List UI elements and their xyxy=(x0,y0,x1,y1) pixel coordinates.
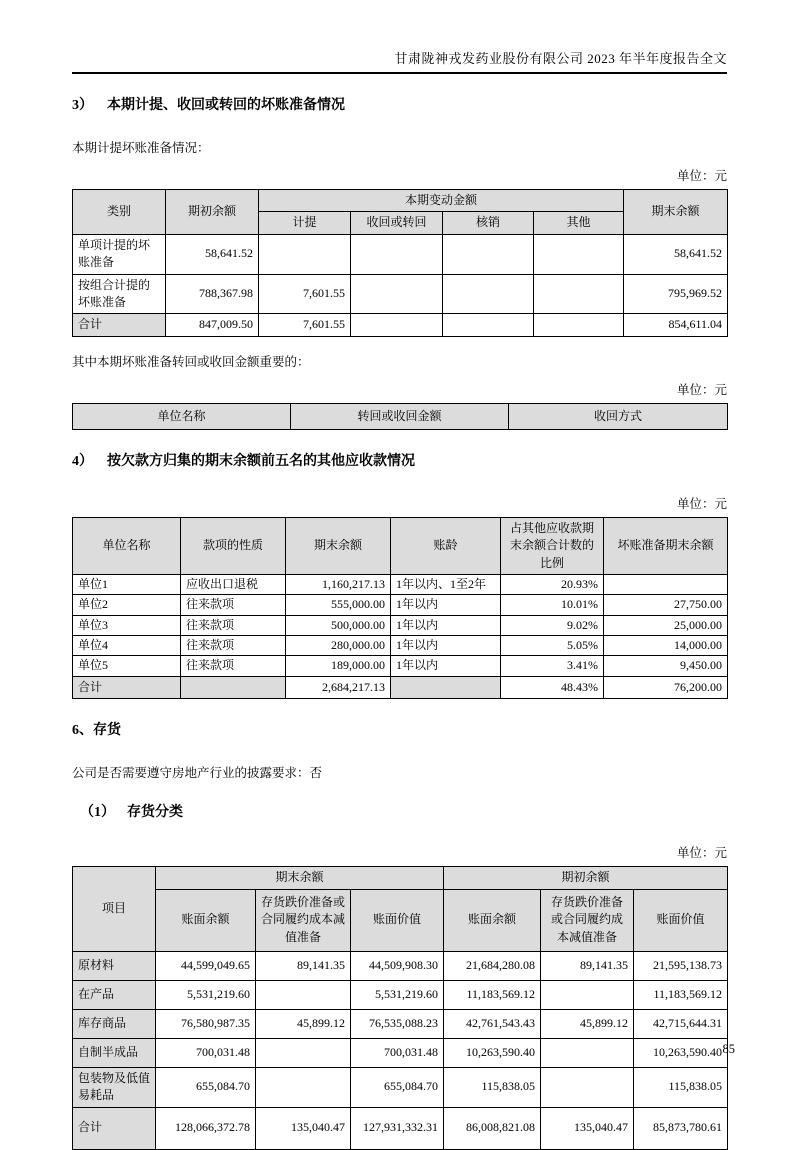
cell-empty xyxy=(181,676,286,698)
section-4-number: 4） xyxy=(72,453,93,469)
cell-value xyxy=(443,234,534,274)
cell-value: 42,715,644.31 xyxy=(634,1009,728,1038)
column-header-closing: 期末余额 xyxy=(624,190,728,235)
unit-label: 单位：元 xyxy=(676,846,727,861)
cell-aging: 1年以内 xyxy=(391,656,501,676)
cell-value xyxy=(534,234,624,274)
cell-value: 128,066,372.78 xyxy=(156,1107,256,1149)
cell-item: 自制半成品 xyxy=(73,1038,156,1067)
cell-value: 58,641.52 xyxy=(624,234,728,274)
bad-debt-provision-table xyxy=(72,189,728,337)
cell-unit: 单位3 xyxy=(73,615,181,635)
column-header-book-value: 账面价值 xyxy=(351,889,444,951)
cell-value: 795,969.52 xyxy=(624,274,728,314)
table-row xyxy=(73,274,728,314)
cell-value: 5.05% xyxy=(501,636,604,656)
column-header-opening: 期初余额 xyxy=(166,190,259,235)
cell-value: 655,084.70 xyxy=(351,1067,444,1107)
column-header-recovery-method: 收回方式 xyxy=(509,403,728,429)
cell-value xyxy=(256,1067,351,1107)
cell-unit: 单位4 xyxy=(73,636,181,656)
table-row xyxy=(73,1038,728,1067)
table-header-row xyxy=(73,403,728,429)
cell-value: 555,000.00 xyxy=(286,595,391,615)
cell-value: 25,000.00 xyxy=(604,615,728,635)
cell-unit: 单位5 xyxy=(73,656,181,676)
cell-value: 89,141.35 xyxy=(256,951,351,980)
column-header-unit-name: 单位名称 xyxy=(73,517,181,574)
column-header-item: 项目 xyxy=(73,867,156,951)
cell-value: 280,000.00 xyxy=(286,636,391,656)
cell-aging: 1年以内 xyxy=(391,615,501,635)
table-row xyxy=(73,1067,728,1107)
cell-value xyxy=(541,1038,634,1067)
cell-value: 76,580,987.35 xyxy=(156,1009,256,1038)
page-number: 85 xyxy=(722,1042,735,1056)
cell-value: 788,367.98 xyxy=(166,274,259,314)
table-header-row xyxy=(73,517,728,574)
table-row xyxy=(73,980,728,1009)
table-row xyxy=(73,595,728,615)
subsection-1-title: 存货分类 xyxy=(127,805,183,821)
cell-value xyxy=(541,1067,634,1107)
cell-value: 44,599,049.65 xyxy=(156,951,256,980)
cell-value: 10,263,590.40 xyxy=(444,1038,541,1067)
cell-nature: 应收出口退税 xyxy=(181,574,286,594)
cell-aging: 1年以内 xyxy=(391,595,501,615)
cell-value: 115,838.05 xyxy=(634,1067,728,1107)
table-row xyxy=(73,615,728,635)
column-header-aging: 账龄 xyxy=(391,517,501,574)
column-header-recovered: 收回或转回 xyxy=(351,212,443,234)
column-header-proportion: 占其他应收款期末余额合计数的比例 xyxy=(501,517,604,574)
cell-value: 21,684,280.08 xyxy=(444,951,541,980)
cell-value: 700,031.48 xyxy=(351,1038,444,1067)
table-header-row xyxy=(73,867,728,889)
cell-value xyxy=(351,234,443,274)
cell-value: 20.93% xyxy=(501,574,604,594)
inventory-classification-table xyxy=(72,866,728,1149)
cell-nature: 往来款项 xyxy=(181,595,286,615)
cell-item: 库存商品 xyxy=(73,1009,156,1038)
cell-value: 115,838.05 xyxy=(444,1067,541,1107)
section-3-heading xyxy=(72,94,727,114)
cell-value: 76,535,088.23 xyxy=(351,1009,444,1038)
cell-value: 85,873,780.61 xyxy=(634,1107,728,1149)
cell-value: 10.01% xyxy=(501,595,604,615)
cell-value: 135,040.47 xyxy=(256,1107,351,1149)
section-3-number: 3） xyxy=(72,98,93,113)
cell-value: 42,761,543.43 xyxy=(444,1009,541,1038)
cell-value: 189,000.00 xyxy=(286,656,391,676)
table-total-row xyxy=(73,314,728,336)
cell-item: 原材料 xyxy=(73,951,156,980)
cell-value xyxy=(534,274,624,314)
column-header-nature: 款项的性质 xyxy=(181,517,286,574)
table-subheader-row xyxy=(73,889,728,951)
cell-total-label: 合计 xyxy=(73,1107,156,1149)
cell-category: 按组合计提的坏账准备 xyxy=(73,274,166,314)
table-row xyxy=(73,636,728,656)
unit-label: 单位：元 xyxy=(676,382,727,397)
cell-value: 45,899.12 xyxy=(256,1009,351,1038)
table-header-row xyxy=(73,190,728,212)
subsection-1-number: （1） xyxy=(80,805,115,821)
cell-value: 9,450.00 xyxy=(604,656,728,676)
cell-value: 7,601.55 xyxy=(259,274,351,314)
cell-value: 11,183,569.12 xyxy=(634,980,728,1009)
cell-value: 847,009.50 xyxy=(166,314,259,336)
section-6-title: 存货 xyxy=(93,723,121,739)
cell-aging: 1年以内、1至2年 xyxy=(391,574,501,594)
cell-value: 5,531,219.60 xyxy=(351,980,444,1009)
section-3-title: 本期计提、收回或转回的坏账准备情况 xyxy=(107,98,345,113)
cell-value: 127,931,332.31 xyxy=(351,1107,444,1149)
cell-value: 1,160,217.13 xyxy=(286,574,391,594)
column-header-book-balance: 账面余额 xyxy=(156,889,256,951)
cell-value: 76,200.00 xyxy=(604,676,728,698)
column-header-book-value: 账面价值 xyxy=(634,889,728,951)
section-6-number: 6、 xyxy=(72,723,93,739)
cell-value xyxy=(351,314,443,336)
cell-value: 48.43% xyxy=(501,676,604,698)
subsection-1-heading xyxy=(80,801,727,821)
column-header-book-balance: 账面余额 xyxy=(444,889,541,951)
cell-value: 45,899.12 xyxy=(541,1009,634,1038)
cell-value: 11,183,569.12 xyxy=(444,980,541,1009)
column-header-change-group: 本期变动金额 xyxy=(259,190,624,212)
cell-total-label: 合计 xyxy=(73,676,181,698)
cell-value: 86,008,821.08 xyxy=(444,1107,541,1149)
table-row xyxy=(73,234,728,274)
cell-value: 44,509,908.30 xyxy=(351,951,444,980)
column-header-closing-balance: 期末余额 xyxy=(286,517,391,574)
top5-other-receivables-table xyxy=(72,517,728,700)
cell-value xyxy=(604,574,728,594)
section-4-heading xyxy=(72,450,727,470)
cell-category: 单项计提的坏账准备 xyxy=(73,234,166,274)
column-header-bad-debt-closing: 坏账准备期末余额 xyxy=(604,517,728,574)
cell-value: 3.41% xyxy=(501,656,604,676)
cell-value xyxy=(259,234,351,274)
table-row xyxy=(73,1009,728,1038)
cell-value: 21,595,138.73 xyxy=(634,951,728,980)
column-header-other: 其他 xyxy=(534,212,624,234)
cell-value xyxy=(256,1038,351,1067)
cell-value xyxy=(351,274,443,314)
cell-item: 在产品 xyxy=(73,980,156,1009)
section-4-title: 按欠款方归集的期末余额前五名的其他应收款情况 xyxy=(107,453,415,469)
cell-value: 700,031.48 xyxy=(156,1038,256,1067)
cell-nature: 往来款项 xyxy=(181,615,286,635)
cell-value: 135,040.47 xyxy=(541,1107,634,1149)
cell-unit: 单位1 xyxy=(73,574,181,594)
column-header-closing-group: 期末余额 xyxy=(156,867,444,889)
cell-nature: 往来款项 xyxy=(181,636,286,656)
cell-value xyxy=(534,314,624,336)
recovered-note-text: 其中本期坏账准备转回或收回金额重要的： xyxy=(72,354,310,369)
cell-value xyxy=(443,274,534,314)
report-header-title: 甘肃陇神戎发药业股份有限公司 2023 年半年度报告全文 xyxy=(72,48,727,74)
cell-value: 7,601.55 xyxy=(259,314,351,336)
cell-aging: 1年以内 xyxy=(391,636,501,656)
cell-unit: 单位2 xyxy=(73,595,181,615)
cell-value: 58,641.52 xyxy=(166,234,259,274)
unit-label: 单位：元 xyxy=(676,169,727,183)
cell-nature: 往来款项 xyxy=(181,656,286,676)
column-header-writeoff: 核销 xyxy=(443,212,534,234)
provision-intro-text: 本期计提坏账准备情况： xyxy=(72,141,210,155)
cell-total-label: 合计 xyxy=(73,314,166,336)
section-6-heading xyxy=(72,719,727,739)
cell-value: 9.02% xyxy=(501,615,604,635)
cell-value: 655,084.70 xyxy=(156,1067,256,1107)
column-header-category: 类别 xyxy=(73,190,166,235)
column-header-unit-name: 单位名称 xyxy=(73,403,291,429)
column-header-impairment: 存货跌价准备或合同履约成本减值准备 xyxy=(256,889,351,951)
column-header-accrual: 计提 xyxy=(259,212,351,234)
cell-empty xyxy=(391,676,501,698)
cell-value xyxy=(443,314,534,336)
table-row xyxy=(73,656,728,676)
cell-value xyxy=(541,980,634,1009)
cell-value: 89,141.35 xyxy=(541,951,634,980)
cell-value: 14,000.00 xyxy=(604,636,728,656)
cell-item: 包装物及低值易耗品 xyxy=(73,1067,156,1107)
cell-value xyxy=(256,980,351,1009)
cell-value: 27,750.00 xyxy=(604,595,728,615)
table-row xyxy=(73,951,728,980)
column-header-recovered-amount: 转回或收回金额 xyxy=(291,403,509,429)
recovered-amount-table xyxy=(72,403,728,430)
cell-value: 500,000.00 xyxy=(286,615,391,635)
table-total-row xyxy=(73,676,728,698)
cell-value: 854,611.04 xyxy=(624,314,728,336)
cell-value: 10,263,590.40 xyxy=(634,1038,728,1067)
cell-value: 2,684,217.13 xyxy=(286,676,391,698)
unit-label: 单位：元 xyxy=(676,496,727,511)
table-total-row xyxy=(73,1107,728,1149)
column-header-impairment: 存货跌价准备或合同履约成本减值准备 xyxy=(541,889,634,951)
cell-value: 5,531,219.60 xyxy=(156,980,256,1009)
column-header-opening-group: 期初余额 xyxy=(444,867,728,889)
table-row xyxy=(73,574,728,594)
real-estate-disclosure-note: 公司是否需要遵守房地产行业的披露要求：否 xyxy=(72,766,323,781)
